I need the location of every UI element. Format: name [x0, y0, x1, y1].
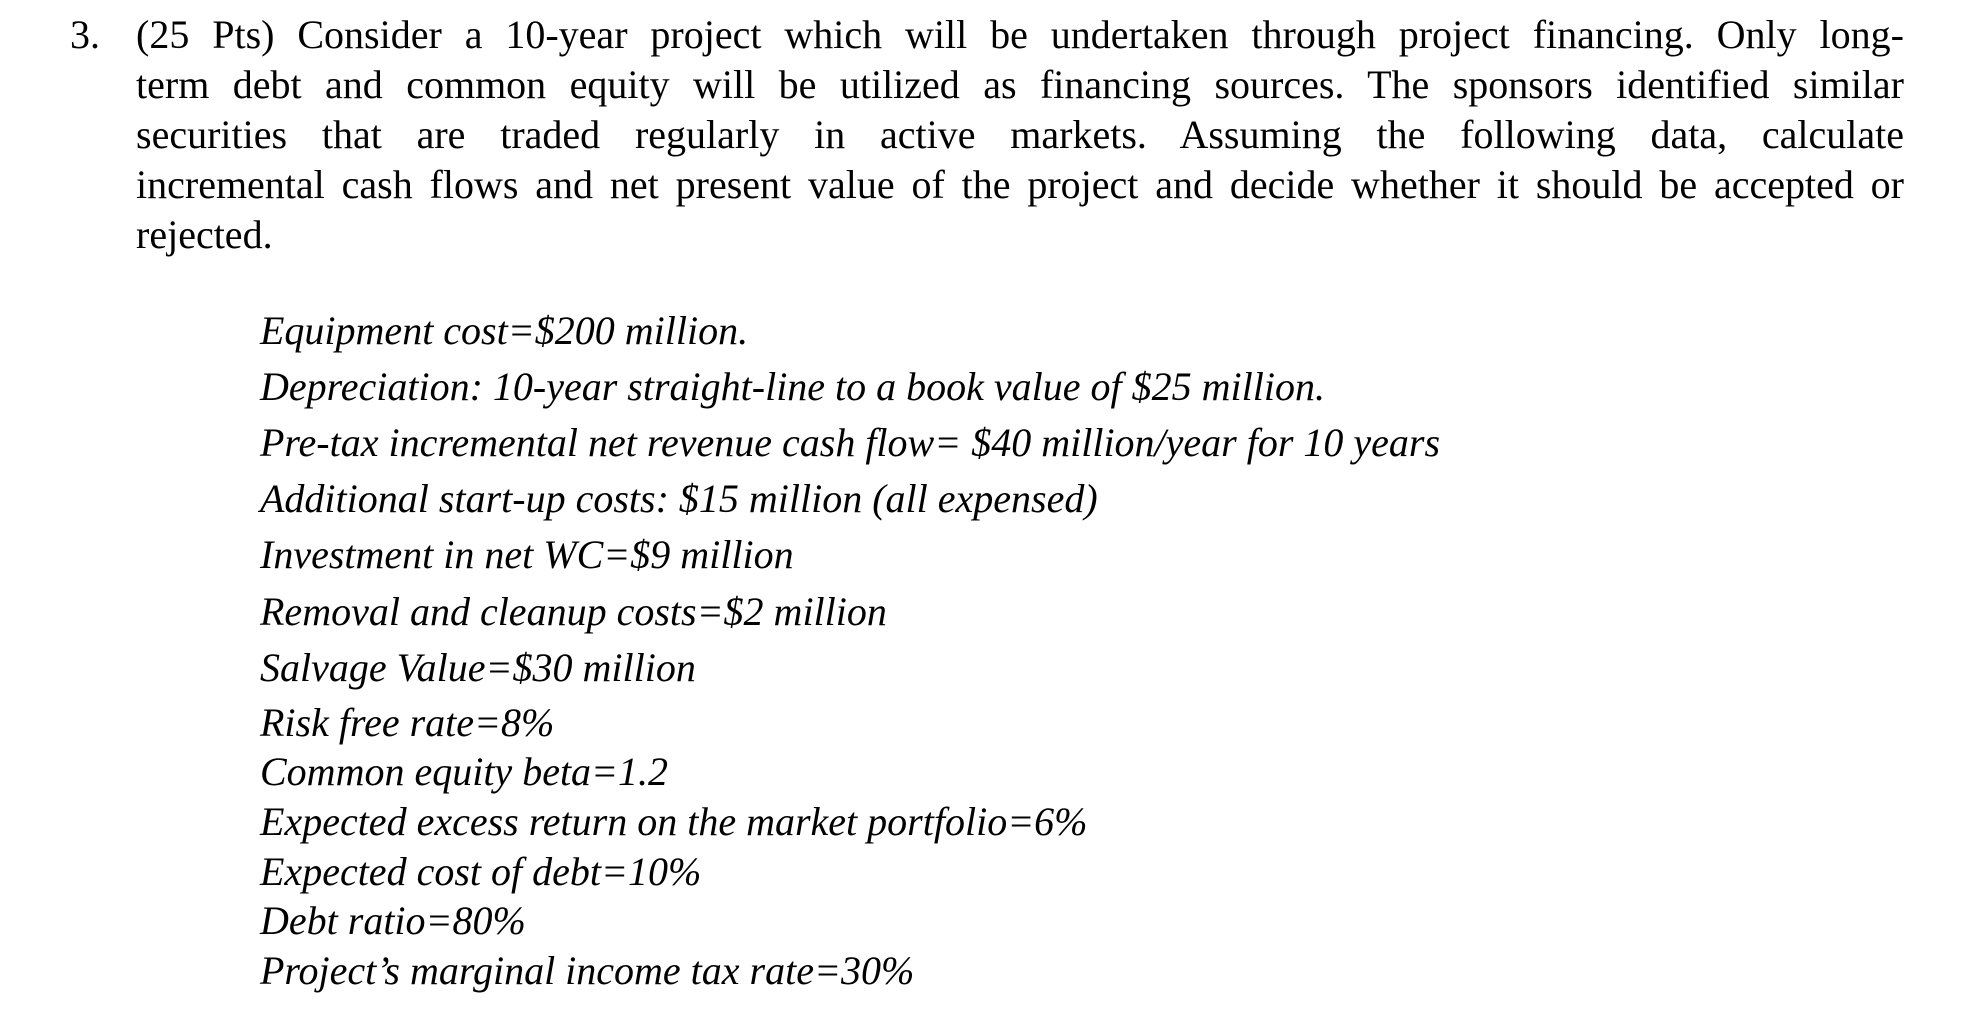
data-item-debt-ratio: Debt ratio=80%: [260, 898, 526, 943]
question-text: [136, 10, 1904, 260]
question-number: 3.: [70, 12, 100, 57]
data-item-net-wc: Investment in net WC=$9 million: [260, 532, 794, 577]
question-line: securities that are traded regularly in active markets. Assuming the following data, calculate: [136, 112, 1904, 157]
question-line: term debt and common equity will be utilized as financing sources. The sponsors identified similar: [136, 62, 1904, 107]
question-line: (25 Pts) Consider a 10-year project which will be undertaken through project financing. Only long-: [136, 12, 1904, 57]
data-item-risk-free-rate: Risk free rate=8%: [260, 700, 555, 745]
data-item-market-excess-return: Expected excess return on the market portfolio=6%: [260, 799, 1088, 844]
question-line: rejected.: [136, 212, 273, 257]
data-item-cost-of-debt: Expected cost of debt=10%: [260, 849, 702, 894]
question-line: incremental cash flows and net present value of the project and decide whether it should be accepted or: [136, 162, 1904, 207]
data-item-startup-costs: Additional start-up costs: $15 million (all expensed): [260, 476, 1098, 521]
data-item-pretax-cash-flow: Pre-tax incremental net revenue cash flow= $40 million/year for 10 years: [260, 420, 1441, 465]
data-item-salvage-value: Salvage Value=$30 million: [260, 645, 696, 690]
data-item-tax-rate: Project’s marginal income tax rate=30%: [260, 948, 915, 993]
data-item-equity-beta: Common equity beta=1.2: [260, 749, 669, 794]
data-item-removal-costs: Removal and cleanup costs=$2 million: [260, 589, 887, 634]
data-item-equipment-cost: Equipment cost=$200 million.: [260, 308, 749, 353]
data-item-depreciation: Depreciation: 10-year straight-line to a book value of $25 million.: [260, 364, 1325, 409]
